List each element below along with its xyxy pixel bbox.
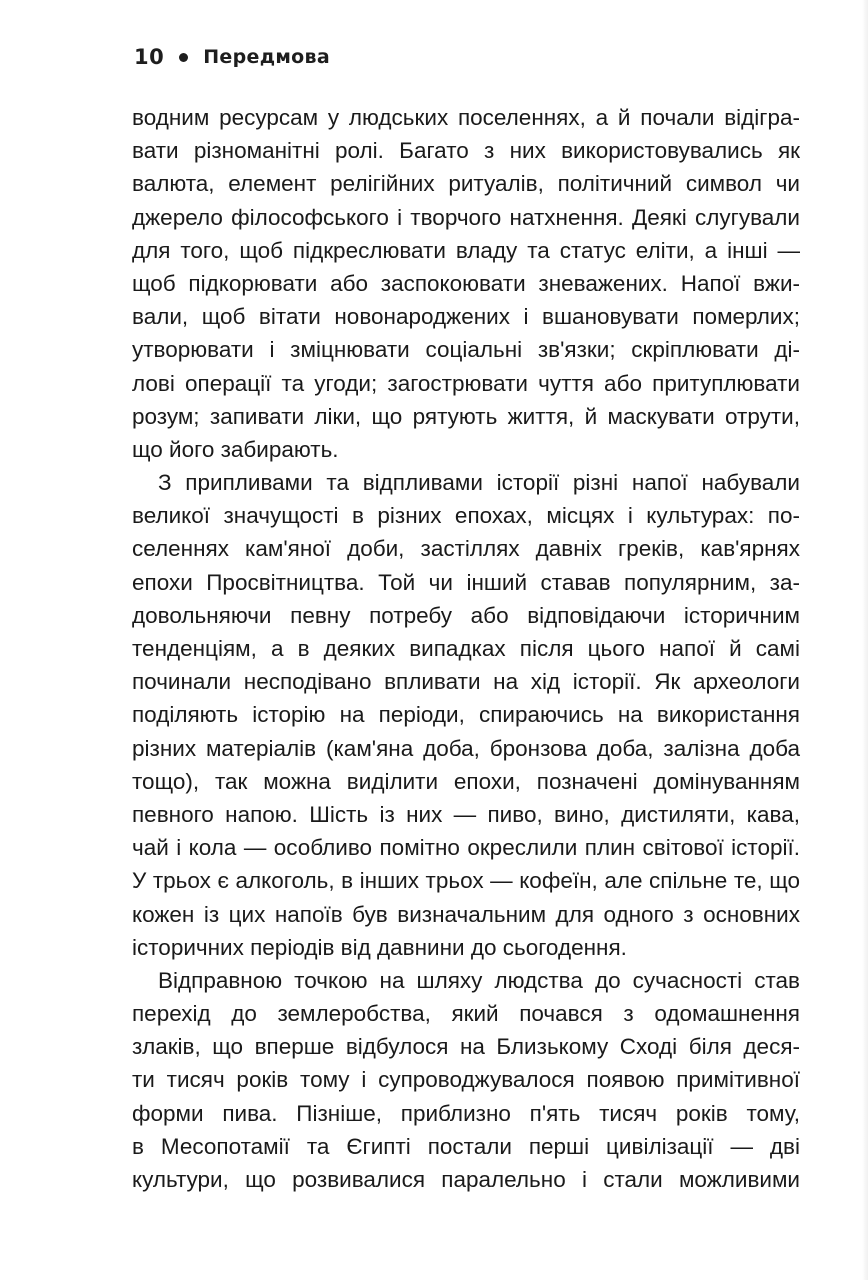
text-line: У трьох є алкоголь, в інших трьох — кофеїн, але спільне те, що	[132, 868, 800, 894]
text-line: З припливами та відпливами історії різні напої набували	[158, 470, 800, 496]
text-line: що його забирають.	[132, 436, 339, 462]
paragraph-3	[132, 964, 800, 1196]
text-line: форми пива. Пізніше, приблизно п'ять тисяч років тому,	[132, 1100, 800, 1126]
text-line: починали несподівано впливати на хід історії. Як археологи	[132, 669, 800, 695]
text-line: довольняючи певну потребу або відповідаючи історичним	[132, 602, 800, 628]
text-line: селеннях кам'яної доби, застіллях давніх греків, кав'ярнях	[132, 536, 800, 562]
text-line: різних матеріалів (кам'яна доба, бронзова доба, залізна доба	[132, 735, 800, 761]
text-line: розум; запивати ліки, що рятують життя, й маскувати отрути,	[132, 403, 800, 429]
text-line: великої значущості в різних епохах, місцях і культурах: по-	[132, 503, 800, 529]
text-line: злаків, що вперше відбулося на Близькому Сході біля деся-	[132, 1034, 800, 1060]
text-line: тощо), так можна виділити епохи, позначені домінуванням	[132, 768, 800, 794]
page-edge-shadow	[862, 0, 868, 1280]
text-line: вати різноманітні ролі. Багато з них використовувались як	[132, 138, 800, 164]
text-line: кожен із цих напоїв був визначальним для одного з основних	[132, 901, 800, 927]
text-line: лові операції та угоди; загострювати чуття або притуплювати	[132, 370, 800, 396]
text-line: для того, щоб підкреслювати владу та статус еліти, а інші —	[132, 237, 800, 263]
text-line: історичних періодів від давнини до сьогодення.	[132, 934, 627, 960]
text-line: перехід до землеробства, який почався з одомашнення	[132, 1001, 800, 1027]
running-head	[134, 42, 330, 72]
text-line: джерело філософського і творчого натхнення. Деякі слугували	[132, 204, 800, 230]
text-line: чай і кола — особливо помітно окреслили плин світової історії.	[132, 835, 800, 861]
text-line: певного напою. Шість із них — пиво, вино, дистиляти, кава,	[132, 801, 800, 827]
paragraph-2	[132, 466, 800, 964]
text-line: водним ресурсам у людських поселеннях, а й почали відігра-	[132, 105, 800, 130]
text-line: щоб підкорювати або заспокоювати зневажених. Напої вжи-	[132, 270, 800, 296]
text-line: культури, що розвивалися паралельно і стали можливими	[132, 1167, 800, 1192]
text-line: епохи Просвітництва. Той чи інший ставав популярним, за-	[132, 569, 800, 595]
body-text	[132, 101, 800, 1196]
text-line: ти тисяч років тому і супроводжувалося появою примітивної	[132, 1067, 800, 1093]
page-number: 10	[134, 45, 165, 69]
text-line: тенденціям, а в деяких випадках після цього напої й самі	[132, 636, 800, 661]
text-line: утворювати і зміцнювати соціальні зв'язки; скріплювати ді-	[132, 337, 800, 363]
section-title: Передмова	[203, 46, 330, 68]
paragraph-1	[132, 101, 800, 466]
text-line: поділяють історію на періоди, спираючись на використання	[132, 702, 800, 728]
text-line: Відправною точкою на шляху людства до сучасності став	[158, 967, 800, 993]
text-line: валюта, елемент релігійних ритуалів, політичний символ чи	[132, 171, 800, 197]
text-line: в Месопотамії та Єгипті постали перші цивілізації — дві	[132, 1133, 800, 1159]
text-line: вали, щоб вітати новонароджених і вшановувати померлих;	[132, 304, 800, 330]
bullet-separator-icon	[179, 53, 188, 62]
